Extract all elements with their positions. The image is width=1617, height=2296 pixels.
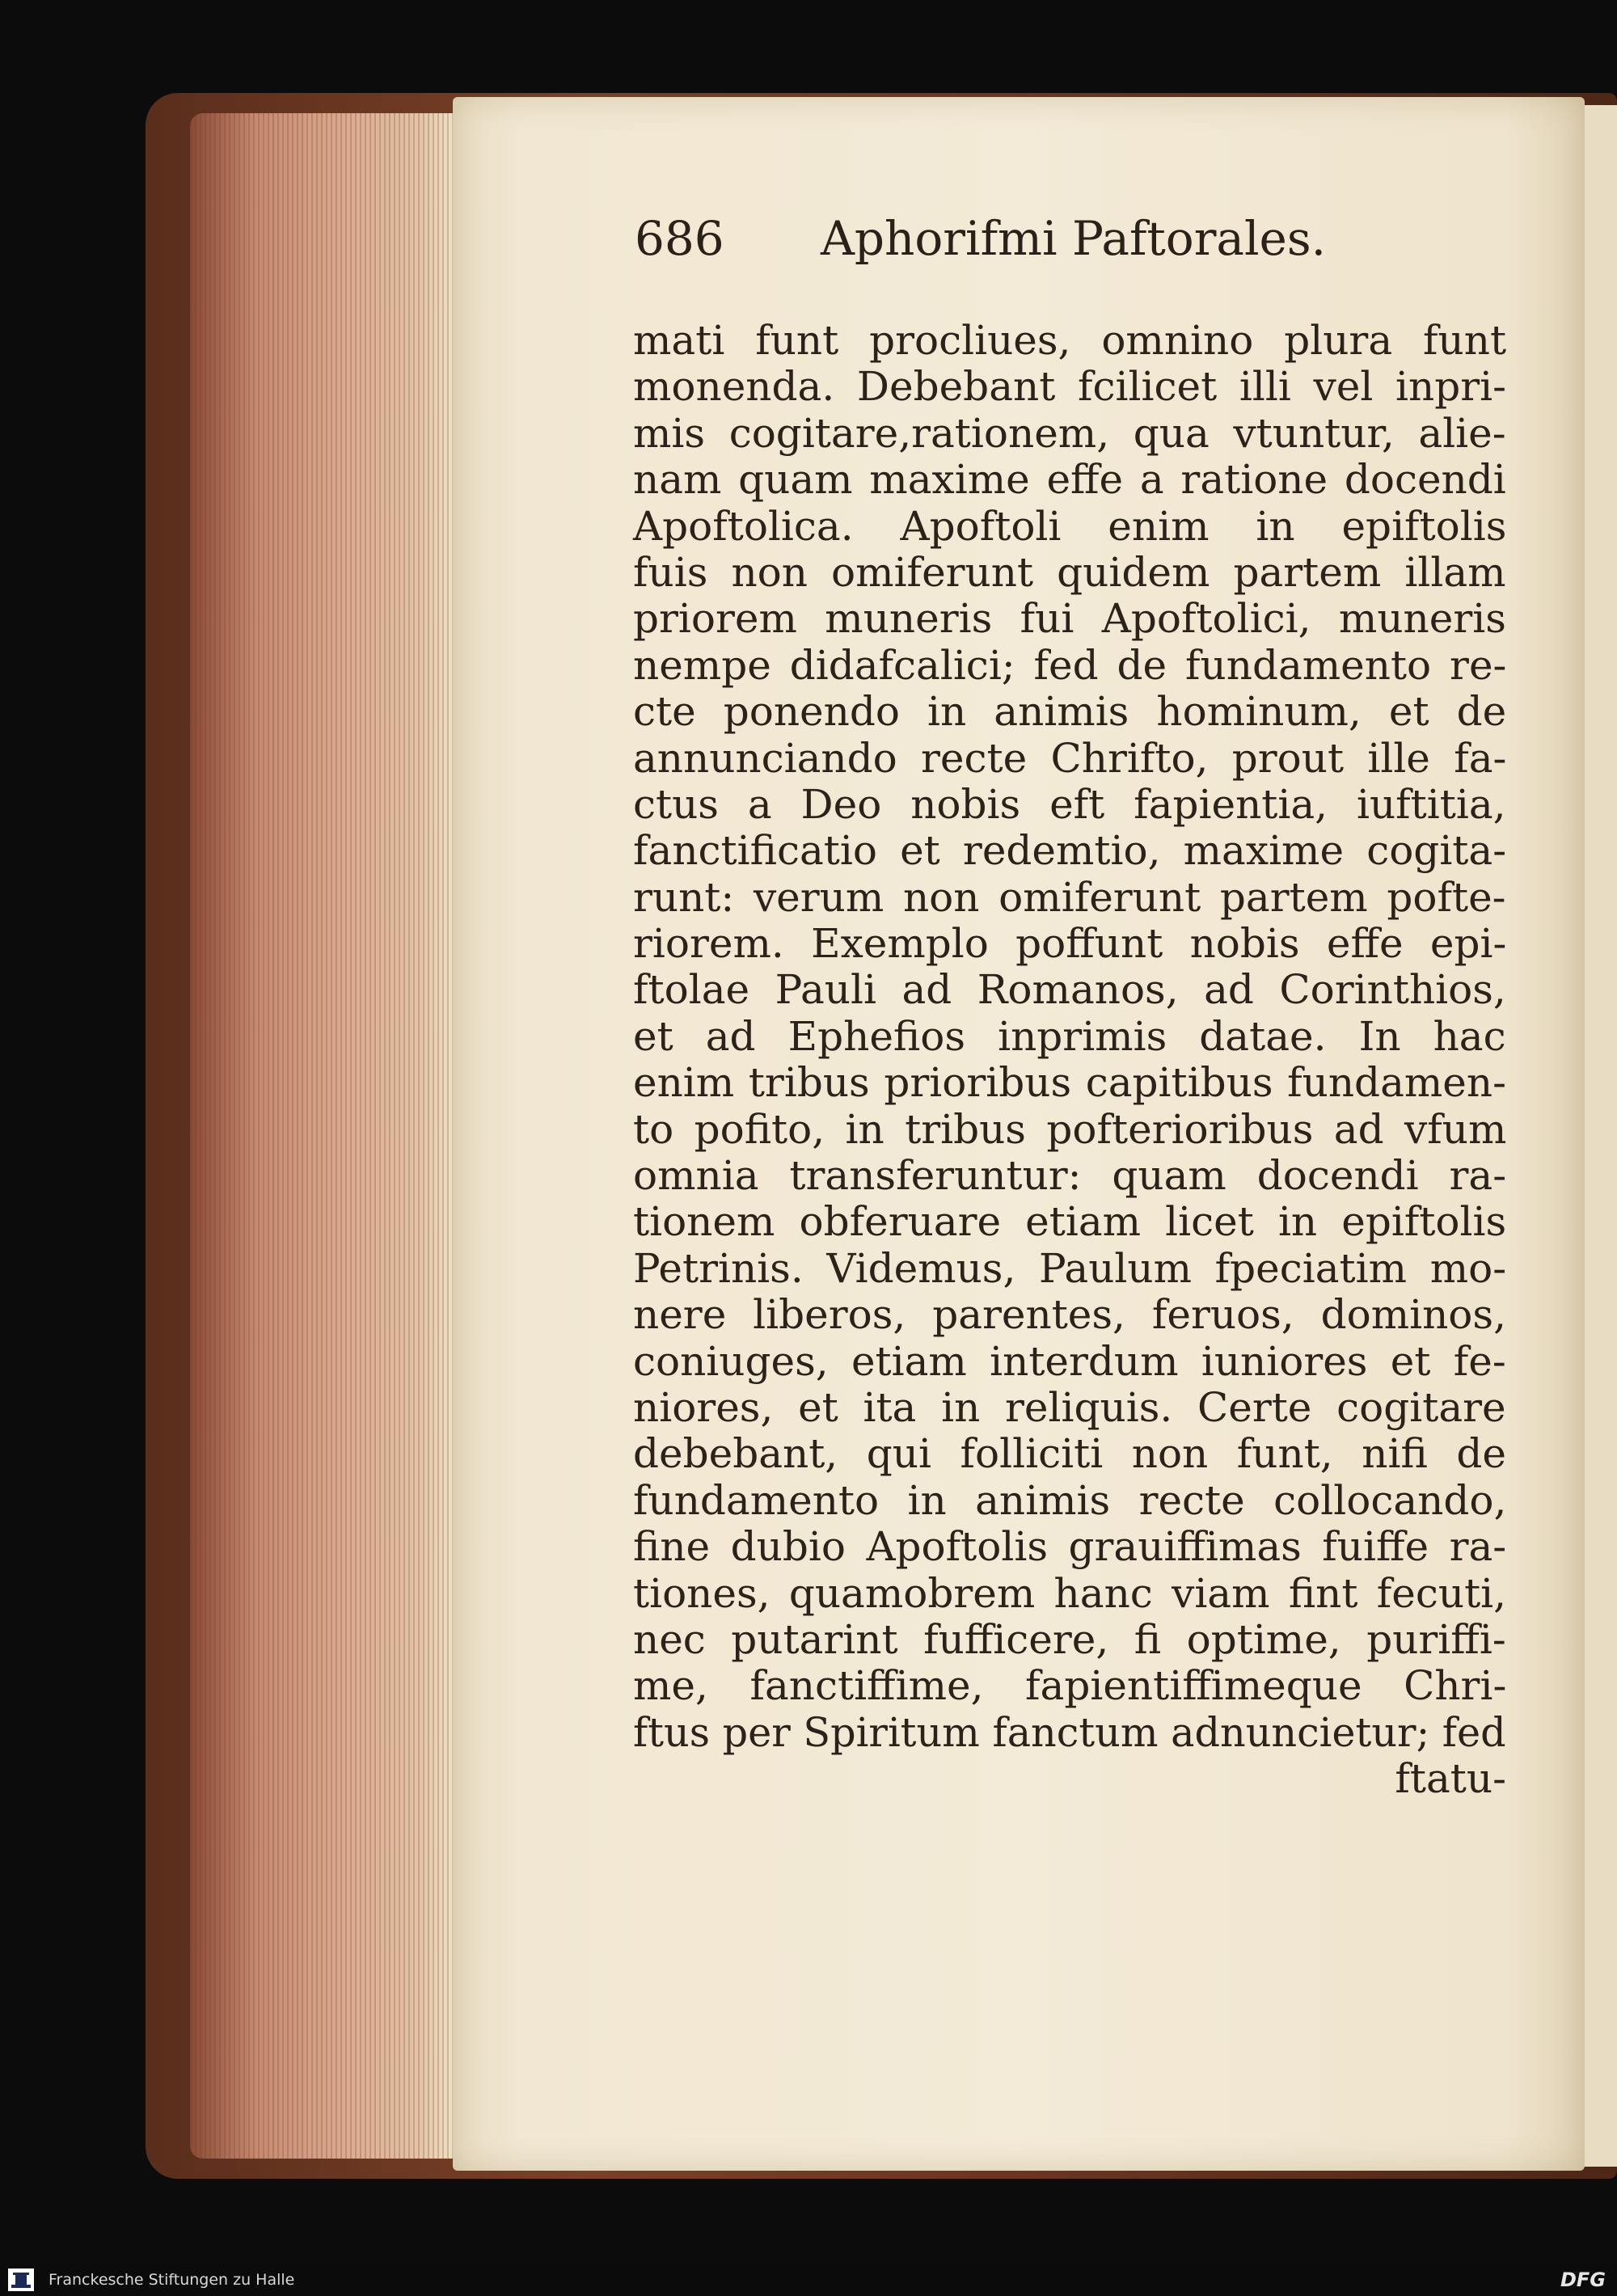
opposite-page-edge xyxy=(1585,105,1617,2167)
running-head xyxy=(635,202,1459,275)
text-line: nec putarint fufficere, fi optime, puriffi- xyxy=(633,1615,1506,1663)
text-line: Petrinis. Videmus, Paulum fpeciatim mo- xyxy=(633,1244,1507,1292)
text-line: fine dubio Apoftolis grauiffimas fuiffe ra- xyxy=(633,1523,1507,1571)
running-title: Aphorifmi Paftorales. xyxy=(821,211,1327,266)
text-line: to pofito, in tribus pofterioribus ad vfum xyxy=(633,1105,1507,1153)
text-line: tiones, quamobrem hanc viam fint fecuti, xyxy=(633,1569,1507,1617)
text-line: ftatu- xyxy=(1395,1755,1506,1803)
text-line: ctus a Deo nobis eft fapientia, iuftitia, xyxy=(633,780,1506,828)
page-edges xyxy=(190,113,457,2159)
text-line: debebant, qui folliciti non funt, nifi de xyxy=(633,1430,1506,1478)
text-line: cte ponendo in animis hominum, et de xyxy=(633,688,1507,736)
institution-logo-icon xyxy=(6,2267,36,2293)
text-line: runt: verum non omiferunt partem pofte- xyxy=(633,873,1506,921)
dfg-logo: DFG xyxy=(1560,2269,1606,2291)
footer-institution-label: Franckesche Stiftungen zu Halle xyxy=(49,2271,295,2289)
text-line: riorem. Exemplo poffunt nobis effe epi- xyxy=(633,920,1507,968)
text-line: annunciando recte Chrifto, prout ille fa- xyxy=(633,734,1507,782)
text-line: monenda. Debebant fcilicet illi vel inpri- xyxy=(633,363,1507,411)
text-line: fanctificatio et redemtio, maxime cogita- xyxy=(633,827,1507,875)
text-line: nempe didafcalici; fed de fundamento re- xyxy=(633,641,1507,689)
text-line: mis cogitare,rationem, qua vtuntur, alie- xyxy=(633,409,1506,457)
text-line: Apoftolica. Apoftoli enim in epiftolis xyxy=(633,502,1507,550)
text-line: ftolae Pauli ad Romanos, ad Corinthios, xyxy=(633,966,1506,1014)
text-line: fuis non omiferunt quidem partem illam xyxy=(633,548,1506,596)
text-line: niores, et ita in reliquis. Certe cogitare xyxy=(633,1383,1506,1431)
text-line: omnia transferuntur: quam docendi ra- xyxy=(633,1152,1507,1200)
text-line: fundamento in animis recte collocando, xyxy=(633,1476,1507,1524)
text-line: ftus per Spiritum fanctum adnuncietur; fed xyxy=(633,1708,1506,1756)
page-number: 686 xyxy=(635,211,724,266)
text-line: enim tribus prioribus capitibus fundamen- xyxy=(633,1059,1506,1107)
body-text xyxy=(633,318,1506,1803)
text-line: et ad Ephefios inprimis datae. In hac xyxy=(633,1012,1506,1060)
text-line: tionem obferuare etiam licet in epiftolis xyxy=(633,1198,1507,1246)
text-line: priorem muneris fui Apoftolici, muneris xyxy=(633,595,1506,643)
text-line: coniuges, etiam interdum iuniores et fe- xyxy=(633,1337,1506,1385)
text-line: nere liberos, parentes, feruos, dominos, xyxy=(633,1291,1506,1339)
text-line: mati funt procliues, omnino plura funt xyxy=(633,317,1507,364)
footer-bar xyxy=(0,2264,1617,2296)
text-line: nam quam maxime effe a ratione docendi xyxy=(633,456,1506,504)
text-line: me, fanctiffime, fapientiffimeque Chri- xyxy=(633,1662,1507,1710)
